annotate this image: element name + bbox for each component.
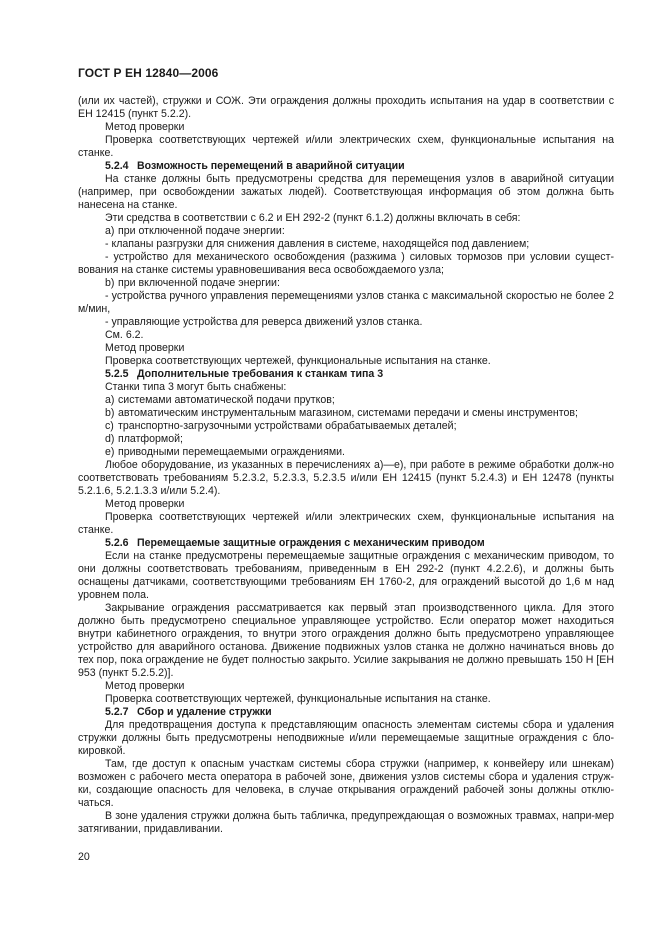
section-title: Дополнительные требования к станкам типа 3: [137, 368, 384, 380]
paragraph: Проверка соответствующих чертежей, функциональные испытания на станке.: [105, 693, 491, 705]
document-body: [78, 95, 614, 836]
list-item: - устройства ручного управления перемещениями узлов станка с максимальной скоростью не более 2 м/мин,: [78, 290, 614, 315]
section-title: Возможность перемещений в аварийной ситуации: [137, 160, 405, 172]
section-number: 5.2.4: [105, 160, 129, 172]
paragraph: Если на станке предусмотрены перемещаемые защитные ограждения с механическим приводом, то они должны соответствовать требованиям, приведенным в ЕН 292-2 (пункт 4.2.2.6), и должны быть оснащены датчиками, соответствующими требованиям ЕН 1760-2, для ограждений высотой до 1,6 м над уровнем пола.: [78, 550, 614, 601]
list-item: - устройство для механического освобождения (разжима ) силовых тормозов при условии сущест-вования на станке системы уравновешивания веса освобождаемого узла;: [78, 251, 614, 276]
list-item: e) приводными перемещаемыми ограждениями.: [105, 446, 345, 458]
list-marker: d): [105, 433, 115, 445]
section-heading: [78, 160, 614, 173]
list-item: b) при включенной подаче энергии:: [105, 277, 280, 289]
section-number: 5.2.6: [105, 537, 129, 549]
list-item: а) системами автоматической подачи прутков;: [105, 394, 335, 406]
paragraph: Любое оборудование, из указанных в перечислениях а)—е), при работе в режиме обработки долж-но соответствовать требованиям 5.2.3.2, 5.2.3.3, 5.2.3.5 и/или ЕН 12415 (пункт 5.2.4.3) и ЕН 12478 (пункты 5.2.1.6, 5.2.1.3.3 и/или 5.2.4).: [78, 459, 614, 497]
paragraph: Закрывание ограждения рассматривается как первый этап производственного цикла. Для этого должно быть предусмотрено специальное управляющее устройство. Если оператор может находиться внутри кабинетного ограждения, то внутри этого ограждения должно быть предусмотрено управляющее устройство для аварийного останова. Движение подвижных узлов станка не должно начинаться вновь до тех пор, пока ограждение не будет полностью закрыто. Усилие закрывания не должно превышать 150 Н [ЕН 953 (пункт 5.2.5.2)].: [78, 602, 614, 679]
paragraph: (или их частей), стружки и СОЖ. Эти ограждения должны проходить испытания на удар в соответствии с ЕН 12415 (пункт 5.2.2).: [78, 95, 614, 120]
list-marker: e): [105, 446, 115, 458]
section-title: Перемещаемые защитные ограждения с механическим приводом: [137, 537, 485, 549]
paragraph: Метод проверки: [105, 342, 185, 354]
list-marker: b): [105, 407, 115, 419]
paragraph: Метод проверки: [105, 121, 185, 133]
paragraph: Проверка соответствующих чертежей, функциональные испытания на станке.: [105, 355, 491, 367]
list-item: b) автоматическим инструментальным магазином, системами передачи и смены инструментов;: [105, 407, 578, 419]
paragraph: См. 6.2.: [105, 329, 144, 341]
section-title: Сбор и удаление стружки: [137, 706, 272, 718]
paragraph: Проверка соответствующих чертежей и/или электрических схем, функциональные испытания на станке.: [78, 134, 614, 159]
document-header: ГОСТ Р ЕН 12840—2006: [78, 66, 219, 80]
list-item: а) при отключенной подаче энергии:: [105, 225, 285, 237]
list-item: d) платформой;: [105, 433, 183, 445]
section-heading: [78, 706, 614, 719]
list-marker: а): [105, 394, 115, 406]
section-number: 5.2.5: [105, 368, 129, 380]
paragraph: Метод проверки: [105, 680, 185, 692]
section-heading: [78, 537, 614, 550]
paragraph: Метод проверки: [105, 498, 185, 510]
paragraph: На станке должны быть предусмотрены средства для перемещения узлов в аварийной ситуации (например, при освобождении зажатых людей). Соответствующая информация об этом должна быть нанесена на станке.: [78, 173, 614, 211]
section-heading: [78, 368, 614, 381]
list-marker: а): [105, 225, 115, 237]
section-number: 5.2.7: [105, 706, 129, 718]
paragraph: Эти средства в соответствии с 6.2 и ЕН 292-2 (пункт 6.1.2) должны включать в себя:: [105, 212, 521, 224]
paragraph: Станки типа 3 могут быть снабжены:: [105, 381, 287, 393]
paragraph: Для предотвращения доступа к представляющим опасность элементам системы сбора и удаления стружки должны быть предусмотрены неподвижные и/или перемещаемые защитные ограждения с бло-кировкой.: [78, 719, 614, 757]
list-item: c) транспортно-загрузочными устройствами обрабатываемых деталей;: [105, 420, 457, 432]
list-item: - клапаны разгрузки для снижения давления в системе, находящейся под давлением;: [105, 238, 530, 250]
paragraph: Там, где доступ к опасным участкам системы сбора стружки (например, к конвейеру или шнекам) возможен с рабочего места оператора в рабочей зоне, движения узлов системы сбора и удаления струж-ки, создающие опасность для человека, в случае открывания ограждений рабочей зоны должны отклю-чаться.: [78, 758, 614, 809]
page-number: 20: [78, 851, 90, 863]
list-item: - управляющие устройства для реверса движений узлов станка.: [105, 316, 423, 328]
paragraph: В зоне удаления стружки должна быть табличка, предупреждающая о возможных травмах, напри-мер затягивании, придавливании.: [78, 810, 614, 835]
paragraph: Проверка соответствующих чертежей и/или электрических схем, функциональные испытания на станке.: [78, 511, 614, 536]
list-marker: c): [105, 420, 114, 432]
list-marker: b): [105, 277, 115, 289]
